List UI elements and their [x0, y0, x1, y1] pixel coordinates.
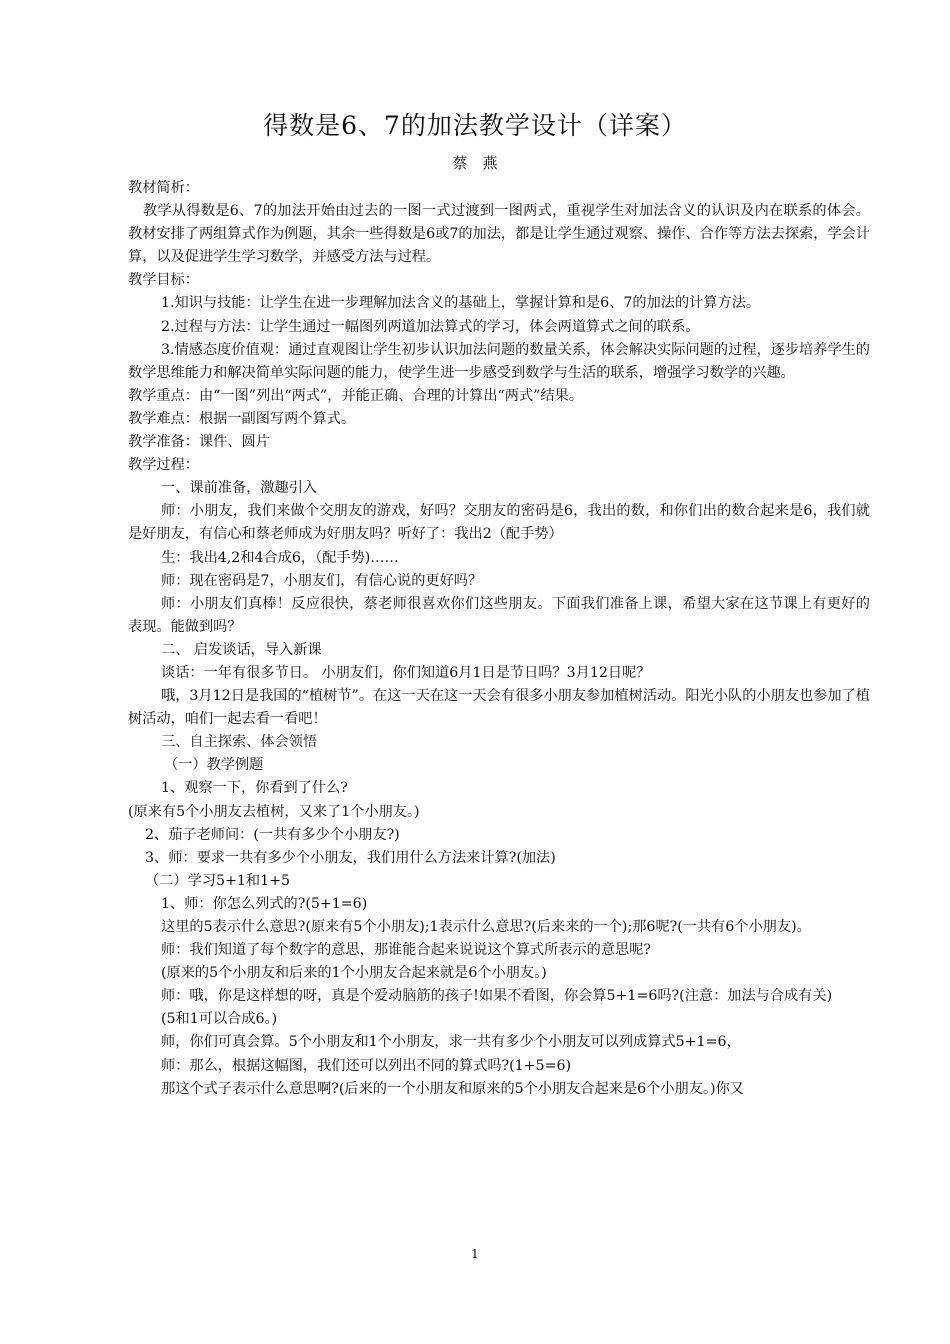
subsection-heading: 二、 启发谈话，导入新课 [161, 641, 322, 658]
paragraph: 2.过程与方法：让学生通过一幅图列两道加法算式的学习，体会两道算式之间的联系。 [161, 318, 700, 335]
paragraph: 3、师：要求一共有多少个小朋友，我们用什么方法来计算?(加法) [145, 849, 556, 866]
subsection-heading: 三、自主探索、体会领悟 [161, 734, 318, 751]
document-body [128, 177, 870, 1101]
paragraph: 2、茄子老师问：(一共有多少个小朋友?) [145, 826, 400, 843]
paragraph: 教学难点：根据一副图写两个算式。 [128, 410, 356, 427]
paragraph: 师，你们可真会算。5个小朋友和1个小朋友，求一共有多少个小朋友可以列成算式5+1=6， [161, 1034, 741, 1051]
paragraph: 1.知识与技能：让学生在进一步理解加法含义的基础上，掌握计算和是6、7的加法的计算方法。 [161, 295, 761, 312]
paragraph: 1、师：你怎么列式的?(5+1=6) [161, 895, 368, 912]
page-number: 1 [471, 1247, 479, 1261]
subsection-heading: （二）学习5+1和1+5 [145, 872, 291, 889]
paragraph: (原来有5个小朋友去植树，又来了1个小朋友。) [128, 803, 420, 820]
section-heading: 教学过程： [128, 457, 199, 474]
paragraph: 师：现在密码是7，小朋友们，有信心说的更好吗？ [161, 572, 483, 589]
paragraph: (原来的5个小朋友和后来的1个小朋友合起来就是6个小朋友。) [161, 965, 547, 982]
subsection-heading: 一、课前准备，激趣引入 [161, 480, 318, 497]
paragraph: (5和1可以合成6。) [161, 1011, 278, 1028]
paragraph: 教学重点：由“一图”列出“两式”，并能正确、合理的计算出“两式”结果。 [128, 387, 583, 404]
paragraph: 哦，3月12日是我国的“植树节”。在这一天在这一天会有很多小朋友参加植树活动。阳光小队的小朋友也参加了植树活动，咱们一起去看一看吧！ [128, 688, 870, 728]
paragraph: 教学准备：课件、圆片 [128, 434, 270, 451]
paragraph: 师：小朋友们真棒！反应很快，蔡老师很喜欢你们这些朋友。下面我们准备上课，希望大家在这节课上有更好的表现。能做到吗？ [128, 595, 870, 635]
paragraph: 3.情感态度价值观：通过直观图让学生初步认识加法问题的数量关系，体会解决实际问题的过程，逐步培养学生的数学思维能力和解决简单实际问题的能力，使学生进一步感受到数学与生活的联系，增强学习数学的兴趣。 [128, 341, 870, 381]
paragraph: 那这个式子表示什么意思啊?(后来的一个小朋友和原来的5个小朋友合起来是6个小朋友。)你又 [161, 1080, 744, 1097]
section-heading: 教学目标： [128, 272, 199, 289]
paragraph: 师：那么，根据这幅图，我们还可以列出不同的算式吗?(1+5=6) [161, 1057, 572, 1074]
document-title: 得数是6、7的加法教学设计（详案） [263, 111, 687, 140]
paragraph: 师：我们知道了每个数字的意思，那谁能合起来说说这个算式所表示的意思呢? [161, 942, 651, 959]
subsection-heading: （一）教学例题 [164, 757, 264, 774]
paragraph: 教学从得数是6、7的加法开始由过去的一图一式过渡到一图两式，重视学生对加法含义的认识及内在联系的体会。教材安排了两组算式作为例题，其余一些得数是6或7的加法，都是让学生通过观察、操作、合作等方法去探索，学会计算，以及促进学生学习数学，并感受方法与过程。 [128, 203, 870, 266]
section-heading: 教材简析： [128, 180, 199, 196]
paragraph: 1、观察一下，你看到了什么? [161, 780, 348, 797]
paragraph: 师：哦，你是这样想的呀，真是个爱动脑筋的孩子!如果不看图，你会算5+1=6吗?(注意：加法与合成有关) [161, 988, 833, 1005]
document-author: 蔡 燕 [452, 154, 498, 172]
paragraph: 生：我出4,2和4合成6，（配手势)…… [161, 549, 399, 566]
paragraph: 这里的5表示什么意思?(原来有5个小朋友);1表示什么意思?(后来来的一个);那6呢?(一共有6个小朋友)。 [161, 919, 811, 935]
paragraph: 师：小朋友，我们来做个交朋友的游戏，好吗？交朋友的密码是6，我出的数，和你们出的数合起来是6，我们就是好朋友，有信心和蔡老师成为好朋友吗？听好了：我出2（配手势） [128, 503, 870, 543]
paragraph: 谈话：一年有很多节日。 小朋友们，你们知道6月1日是节日吗？3月12日呢？ [161, 664, 651, 681]
